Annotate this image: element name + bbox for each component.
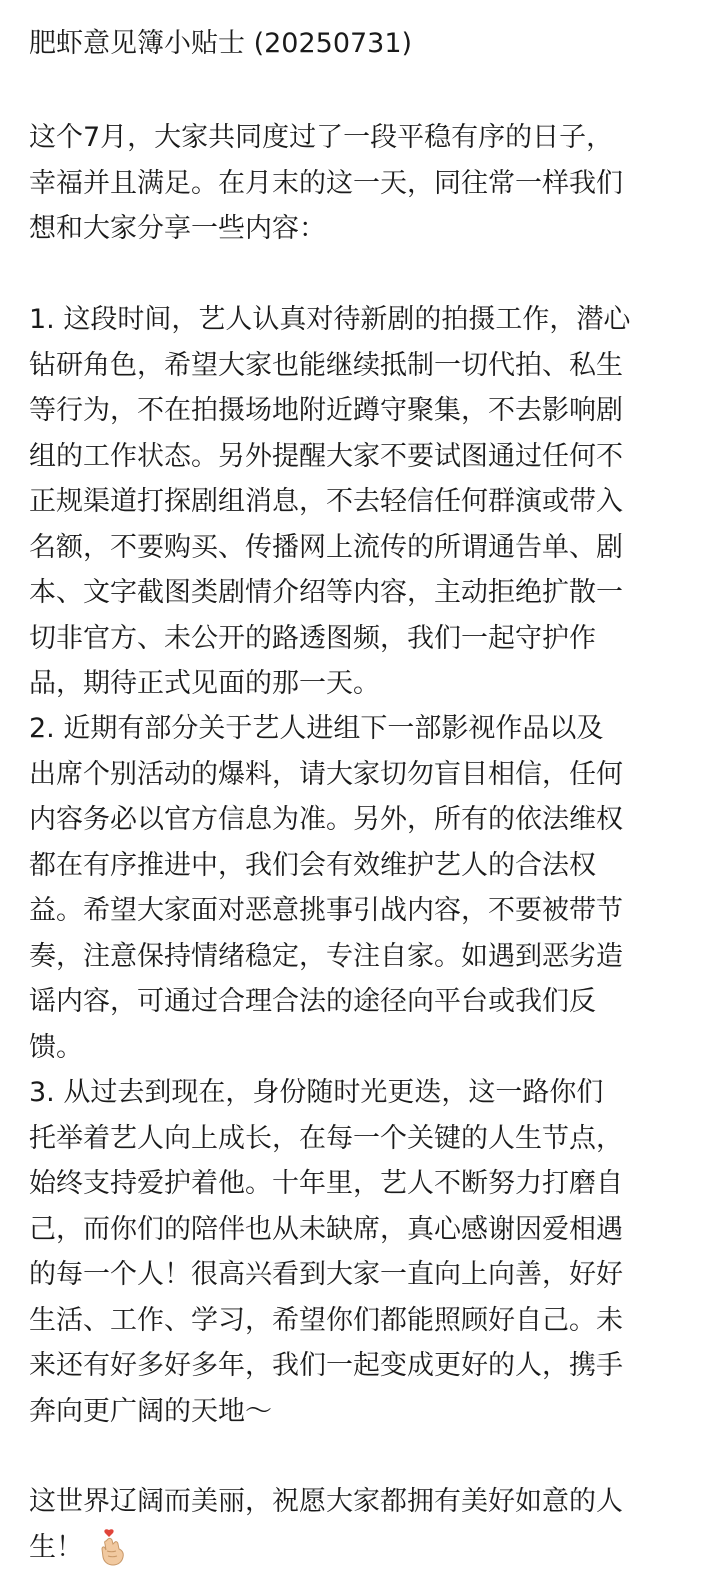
point-line: 的每一个人！很高兴看到大家一直向上向善，好好 (29, 1259, 623, 1290)
point-line: 己，而你们的陪伴也从未缺席，真心感谢因爱相遇 (29, 1213, 623, 1245)
closing-line: 这世界辽阔而美丽，祝愿大家都拥有美好如意的人 (29, 1486, 623, 1517)
intro-line: 想和大家分享一些内容： (29, 213, 326, 244)
point-line: 始终支持爱护着他。十年里，艺人不断努力打磨自 (29, 1168, 623, 1199)
intro-line: 幸福并且满足。在月末的这一天，同往常一样我们 (29, 167, 623, 199)
intro-paragraph (29, 115, 623, 252)
point-line: 名额，不要购买、传播网上流传的所谓通告单、剧 (29, 531, 623, 563)
point-line: 品，期待正式见面的那一天。 (29, 668, 380, 699)
point-line: 奏，注意保持情绪稳定，专注自家。如遇到恶劣造 (29, 940, 623, 972)
point-line: 来还有好多好多年，我们一起变成更好的人，携手 (29, 1350, 623, 1381)
closing-line: 生！ (29, 1531, 83, 1563)
point-line: 钻研角色，希望大家也能继续抵制一切代拍、私生 (29, 349, 623, 381)
point-line: 内容务必以官方信息为准。另外，所有的依法维权 (29, 804, 623, 835)
point-line: 组的工作状态。另外提醒大家不要试图通过任何不 (29, 440, 623, 472)
finger-heart-icon (97, 1527, 127, 1567)
point-line: 馈。 (29, 1031, 83, 1063)
point-line: 2. 近期有部分关于艺人进组下一部影视作品以及 (29, 713, 604, 744)
point-line: 本、文字截图类剧情介绍等内容，主动拒绝扩散一 (29, 577, 623, 608)
point-line: 正规渠道打探剧组消息，不去轻信任何群演或带入 (29, 486, 623, 517)
point-2-paragraph (29, 706, 623, 1070)
page-title: 肥虾意见簿小贴士 (20250731) (29, 28, 413, 59)
intro-line: 这个7月，大家共同度过了一段平稳有序的日子， (29, 122, 614, 153)
point-line: 谣内容，可通过合理合法的途径向平台或我们反 (29, 986, 596, 1017)
point-line: 切非官方、未公开的路透图频，我们一起守护作 (29, 622, 596, 654)
point-line: 托举着艺人向上成长，在每一个关键的人生节点， (29, 1122, 623, 1154)
point-line: 都在有序推进中，我们会有效维护艺人的合法权 (29, 849, 596, 881)
point-line: 奔向更广阔的天地～ (29, 1395, 272, 1427)
closing-paragraph (29, 1479, 623, 1570)
point-line: 等行为，不在拍摄场地附近蹲守聚集，不去影响剧 (29, 395, 623, 426)
point-line: 出席个别活动的爆料，请大家切勿盲目相信，任何 (29, 758, 623, 790)
point-line: 生活、工作、学习，希望你们都能照顾好自己。未 (29, 1304, 623, 1336)
point-line: 1. 这段时间，艺人认真对待新剧的拍摄工作，潜心 (29, 304, 631, 335)
point-line: 3. 从过去到现在，身份随时光更迭，这一路你们 (29, 1077, 604, 1108)
point-line: 益。希望大家面对恶意挑事引战内容，不要被带节 (29, 895, 623, 926)
point-1-paragraph (29, 297, 630, 707)
closing-tail (29, 1525, 623, 1571)
point-3-paragraph (29, 1070, 623, 1434)
